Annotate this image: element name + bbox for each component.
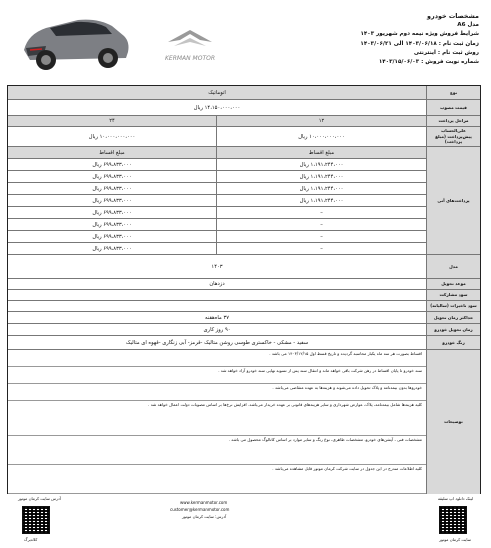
installment-header-right: مبلغ اقساط — [308, 149, 335, 156]
installment-row — [8, 243, 426, 255]
installment-right: ۱،۱۹۱،۲۴۴،۰۰۰ ریال — [299, 185, 344, 192]
footer-left-caption: کلاه‌برگ — [24, 537, 38, 542]
row-daily — [8, 324, 480, 336]
footer-address: آدرس: سایت کرمان موتور — [182, 514, 227, 519]
row-delay — [8, 301, 480, 312]
row-stage — [8, 116, 480, 127]
installment-left: ۶۹۹،۸۳۳،۰۰۰ ریال — [8, 195, 217, 206]
sale-info — [289, 12, 479, 67]
installment-right: ۱،۱۹۱،۲۴۴،۰۰۰ ریال — [299, 173, 344, 180]
installment-right: – — [320, 233, 323, 240]
installment-right: – — [320, 209, 323, 216]
label-profit: سود مشارکت — [426, 290, 480, 300]
deposit-right: ۱۰،۰۰۰،۰۰۰،۰۰۰ ریال — [298, 133, 345, 140]
qr-code-left[interactable] — [22, 506, 50, 534]
installment-row — [8, 195, 426, 207]
installment-right: ۱،۱۹۱،۲۴۴،۰۰۰ ریال — [299, 161, 344, 168]
installment-header-row — [8, 147, 426, 159]
qr-code-right[interactable] — [439, 506, 467, 534]
label-notes: توضیحات — [426, 350, 480, 494]
daily-value: ۹۰ روز کاری — [203, 326, 231, 333]
car-photo — [16, 6, 132, 76]
footer-right-caption: سایت کرمان موتور — [439, 537, 471, 542]
qr-left-label: آدرس سایت کرمان موتور — [18, 496, 61, 501]
car-model: مدل A6 — [457, 22, 479, 29]
label-installments: پرداخت‌های آتی — [426, 147, 480, 254]
installment-row — [8, 207, 426, 219]
installment-left: ۶۹۹،۸۳۳،۰۰۰ ریال — [8, 207, 217, 218]
price-value: ۱۴،۱۵۰،۰۰۰،۰۰۰ ریال — [193, 104, 241, 111]
installment-left: ۶۹۹،۸۳۳،۰۰۰ ریال — [8, 171, 217, 182]
sale-number: شماره نوبت فروش : ۱۴۰۳/۱۵/۰۶/۰۳ — [378, 59, 479, 66]
type-value: اتوماتیک — [8, 86, 426, 99]
installment-right: ۱،۱۹۱،۲۴۴،۰۰۰ ریال — [299, 197, 344, 204]
installment-left: ۶۹۹،۸۳۳،۰۰۰ ریال — [8, 219, 217, 230]
stage-right: ۱۲ — [217, 116, 426, 126]
label-delivery: موعد تحویل — [426, 279, 480, 289]
label-delay: سود تاخیرات (سالیانه) — [426, 301, 480, 311]
registration-period: زمان ثبت نام : ۱۴۰۳/۰۶/۱۸ الی ۱۴۰۳/۰۶/۲۱ — [360, 40, 479, 47]
max-delivery-value: ۳۷ ماه‌هقنه — [205, 314, 230, 321]
note-item: خودروها بدون بیمه‌نامه و پلاک تحویل داده می‌شوند و هزینه‌ها به عهده متقاضی می‌باشد . — [8, 384, 426, 401]
installment-row — [8, 219, 426, 231]
note-item: سند خودرو تا پایان اقساط در رهن شرکت باقی خواهد ماند و انتقال سند پس از تسویه نهایی سند خودرو آزاد خواهد شد . — [8, 367, 426, 384]
delay-value — [8, 301, 426, 311]
installment-header-left: مبلغ اقساط — [8, 147, 217, 158]
installment-row — [8, 231, 426, 243]
row-deposit — [8, 127, 480, 147]
notes-list — [8, 350, 426, 494]
model-value: ۱۴۰۳ — [211, 263, 223, 270]
row-installments — [8, 147, 480, 255]
row-max-delivery — [8, 312, 480, 324]
label-type: نوع — [426, 86, 480, 99]
row-price — [8, 100, 480, 116]
note-item: اقساط بصورت هر سه ماه یکبار محاسبه گردیده و تاریخ قسط اول ۱۴۰۳/۱۲/۱۵ می باشد . — [8, 350, 426, 367]
delivery-value: دزدهان — [209, 281, 225, 287]
row-notes — [8, 350, 480, 494]
row-delivery — [8, 279, 480, 290]
profit-value — [8, 290, 426, 300]
row-profit — [8, 290, 480, 301]
row-model — [8, 255, 480, 279]
colors-value: سفید - مشکی - خاکستری طوسی روشن متالیک -قرمز- آبی زنگاری -قهوه ای متالیک — [125, 339, 309, 346]
brand-logo — [160, 24, 220, 68]
installment-left: ۶۹۹،۸۳۳،۰۰۰ ریال — [8, 159, 217, 170]
page-header — [0, 0, 491, 84]
label-colors: رنگ خودرو — [426, 336, 480, 349]
label-max-delivery: حداکثر زمان تحویل — [426, 312, 480, 323]
row-type — [8, 86, 480, 100]
note-item: کلیه اطلاعات مندرج در این جدول در سایت شرکت کرمان موتور قابل مشاهده می‌باشد . — [8, 465, 426, 494]
installment-left: ۶۹۹،۸۳۳،۰۰۰ ریال — [8, 243, 217, 254]
label-model: مدل — [426, 255, 480, 278]
registration-method: روش ثبت نام : اینترنتی — [413, 49, 479, 56]
qr-right-label: لینک دانلود اپ سلیقه — [437, 496, 473, 501]
label-price: قیمت مصوب — [426, 100, 480, 115]
installment-right: – — [320, 221, 323, 228]
installment-right: – — [320, 245, 323, 252]
label-stage: مراحل پرداخت — [426, 116, 480, 126]
row-colors — [8, 336, 480, 350]
footer-website[interactable]: www.kermanmotor.com — [180, 500, 228, 505]
label-deposit: علی‌الحساب پیش‌پرداخت (مبلغ پرداخت) — [426, 127, 480, 146]
stage-left: ۲۴ — [8, 116, 217, 126]
deposit-left: ۱۰،۰۰۰،۰۰۰،۰۰۰ ریال — [8, 127, 217, 146]
sale-conditions-table — [7, 85, 481, 494]
note-item: مشخصات فنی ، آپشن‌های خودرو، مشخصات ظاهری، نوع رنگ و سایر موارد بر اساس کاتالوگ محصول می باشد . — [8, 436, 426, 465]
label-daily: زمان تحویل خودرو — [426, 324, 480, 335]
installment-row — [8, 183, 426, 195]
page-footer — [0, 496, 491, 548]
brand-logo-text: KERMAN MOTOR — [164, 55, 216, 62]
installment-left: ۶۹۹،۸۳۳،۰۰۰ ریال — [8, 231, 217, 242]
installment-left: ۶۹۹،۸۳۳،۰۰۰ ریال — [8, 183, 217, 194]
installment-row — [8, 171, 426, 183]
sale-plan: شرایط فروش ویژه نیمه دوم شهریور ۱۴۰۳ — [360, 31, 479, 38]
installment-row — [8, 159, 426, 171]
doc-title: مشخصات خودرو — [427, 12, 479, 20]
footer-email[interactable]: customer@kermanmotor.com — [170, 507, 230, 512]
note-item: کلیه هزینه‌ها شامل بیمه‌نامه، پلاک، عوارض شهرداری و سایر هزینه‌های قانونی بر عهده خریدار می‌باشد. افزایش نرخ‌ها بر اساس مصوبات دولت اعمال خواهد شد . — [8, 401, 426, 436]
